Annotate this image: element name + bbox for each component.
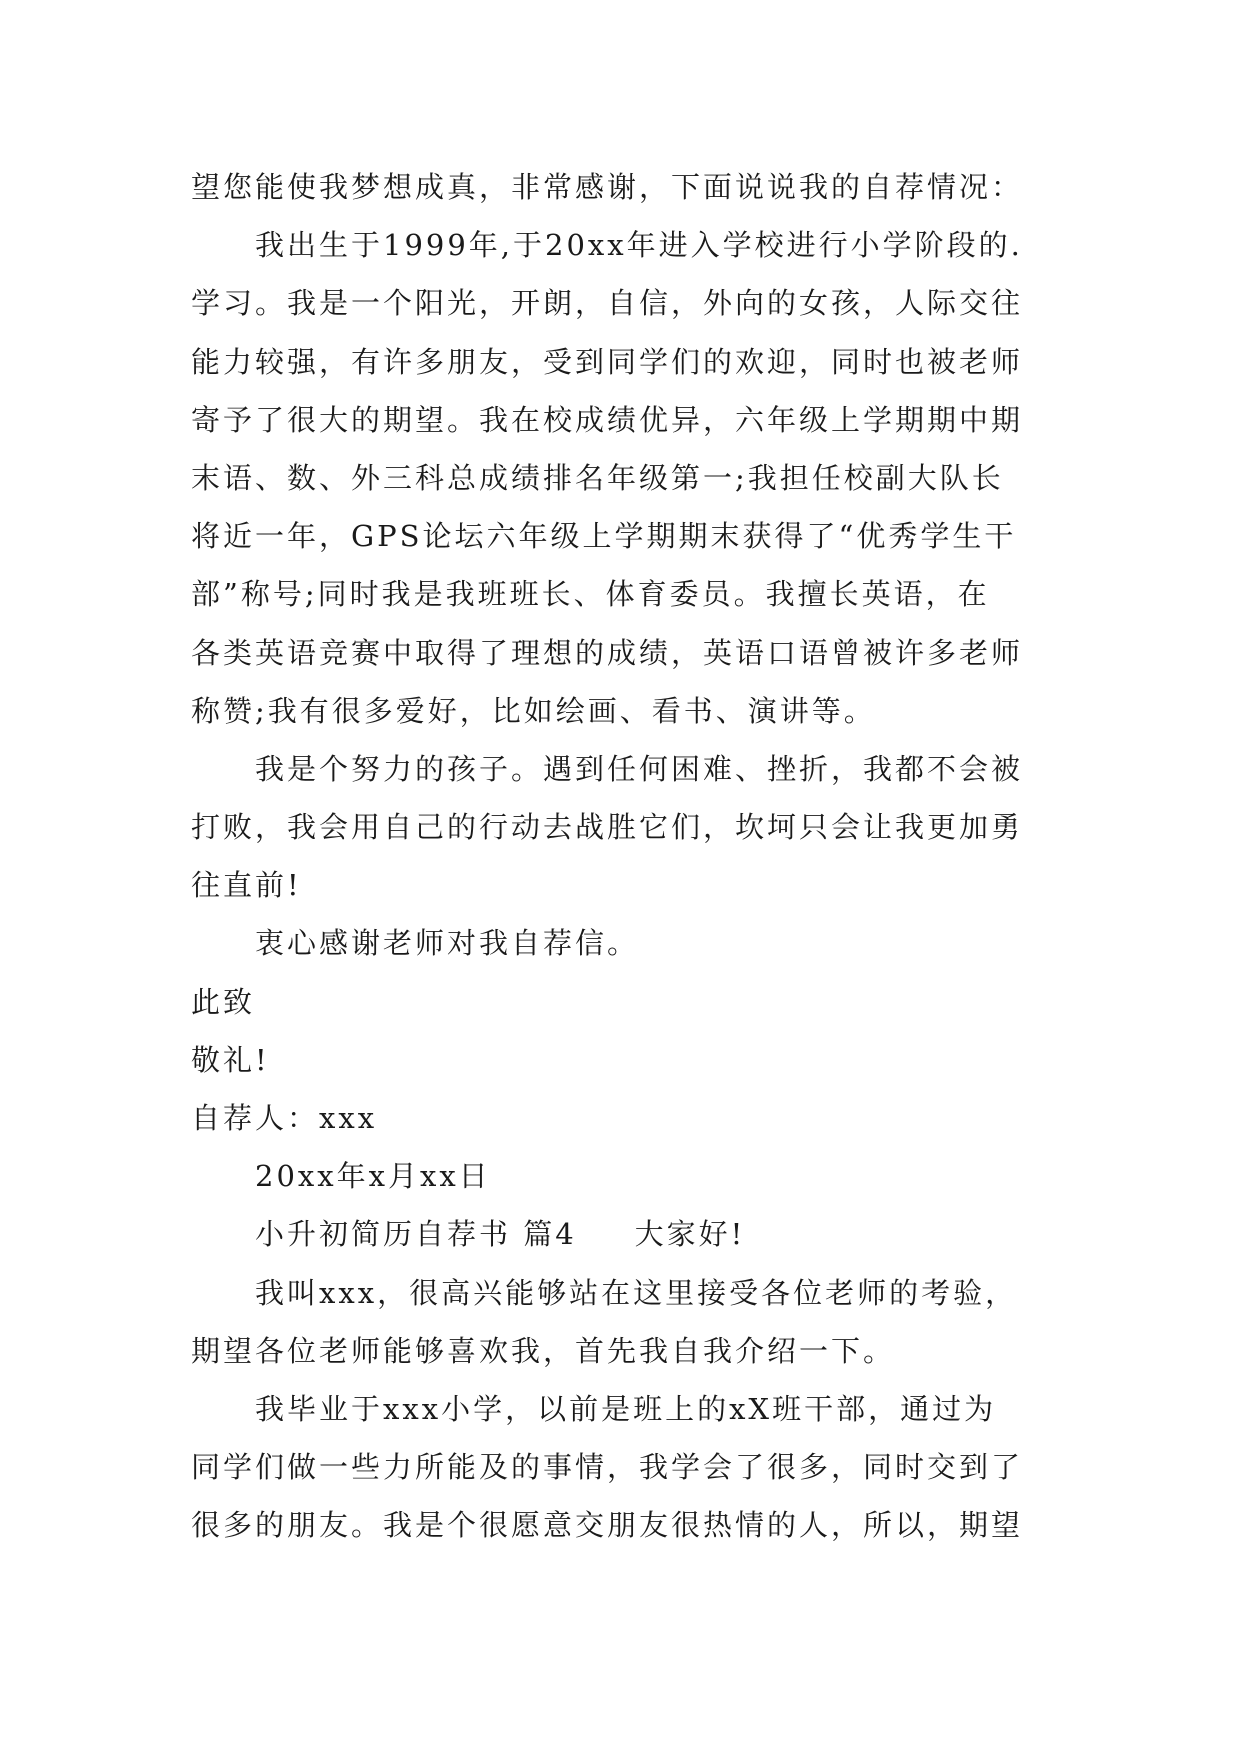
text-line: 能力较强，有许多朋友，受到同学们的欢迎，同时也被老师 — [191, 344, 1024, 379]
date-line: 20xx年x月xx日 — [255, 1159, 491, 1194]
text-line: 往直前! — [191, 868, 302, 903]
greeting: 大家好! — [634, 1217, 746, 1252]
signature-line: 自荐人：xxx — [191, 1101, 378, 1135]
salutation-line: 敬礼! — [191, 1042, 270, 1077]
section-heading-line — [191, 1205, 1051, 1263]
text-line: 期望各位老师能够喜欢我，首先我自我介绍一下。 — [191, 1333, 896, 1368]
text-line: 各类英语竞赛中取得了理想的成绩，英语口语曾被许多老师 — [191, 635, 1024, 670]
thanks-line: 衷心感谢老师对我自荐信。 — [255, 926, 640, 961]
section-title: 小升初简历自荐书 篇4 — [255, 1217, 577, 1252]
paragraph-start-line: 我出生于1999年,于20xx年进入学校进行小学阶段的. — [255, 228, 1023, 263]
text-line: 望您能使我梦想成真，非常感谢，下面说说我的自荐情况： — [191, 170, 1024, 204]
text-line: 部”称号;同时我是我班班长、体育委员。我擅长英语，在 — [191, 577, 990, 612]
document-body — [191, 158, 1051, 1555]
text-line: 寄予了很大的期望。我在校成绩优异，六年级上学期期中期 — [191, 402, 1024, 437]
closing-line: 此致 — [191, 984, 256, 1019]
paragraph-start-line: 我叫xxx，很高兴能够站在这里接受各位老师的考验， — [255, 1275, 1018, 1310]
text-line: 同学们做一些力所能及的事情，我学会了很多，同时交到了 — [191, 1450, 1024, 1485]
paragraph-start-line: 我是个努力的孩子。遇到任何困难、挫折，我都不会被 — [255, 751, 1024, 786]
text-line: 很多的朋友。我是个很愿意交朋友很热情的人，所以，期望 — [191, 1508, 1024, 1543]
text-line: 学习。我是一个阳光，开朗，自信，外向的女孩，人际交往 — [191, 286, 1024, 321]
text-line: 将近一年，GPS论坛六年级上学期期末获得了“优秀学生干 — [191, 519, 1017, 554]
paragraph-start-line: 我毕业于xxx小学，以前是班上的xX班干部，通过为 — [255, 1391, 997, 1426]
text-line: 打败，我会用自己的行动去战胜它们，坎坷只会让我更加勇 — [191, 810, 1024, 845]
text-line: 末语、数、外三科总成绩排名年级第一;我担任校副大队长 — [191, 460, 1004, 495]
text-line: 称赞;我有很多爱好，比如绘画、看书、演讲等。 — [191, 693, 876, 728]
